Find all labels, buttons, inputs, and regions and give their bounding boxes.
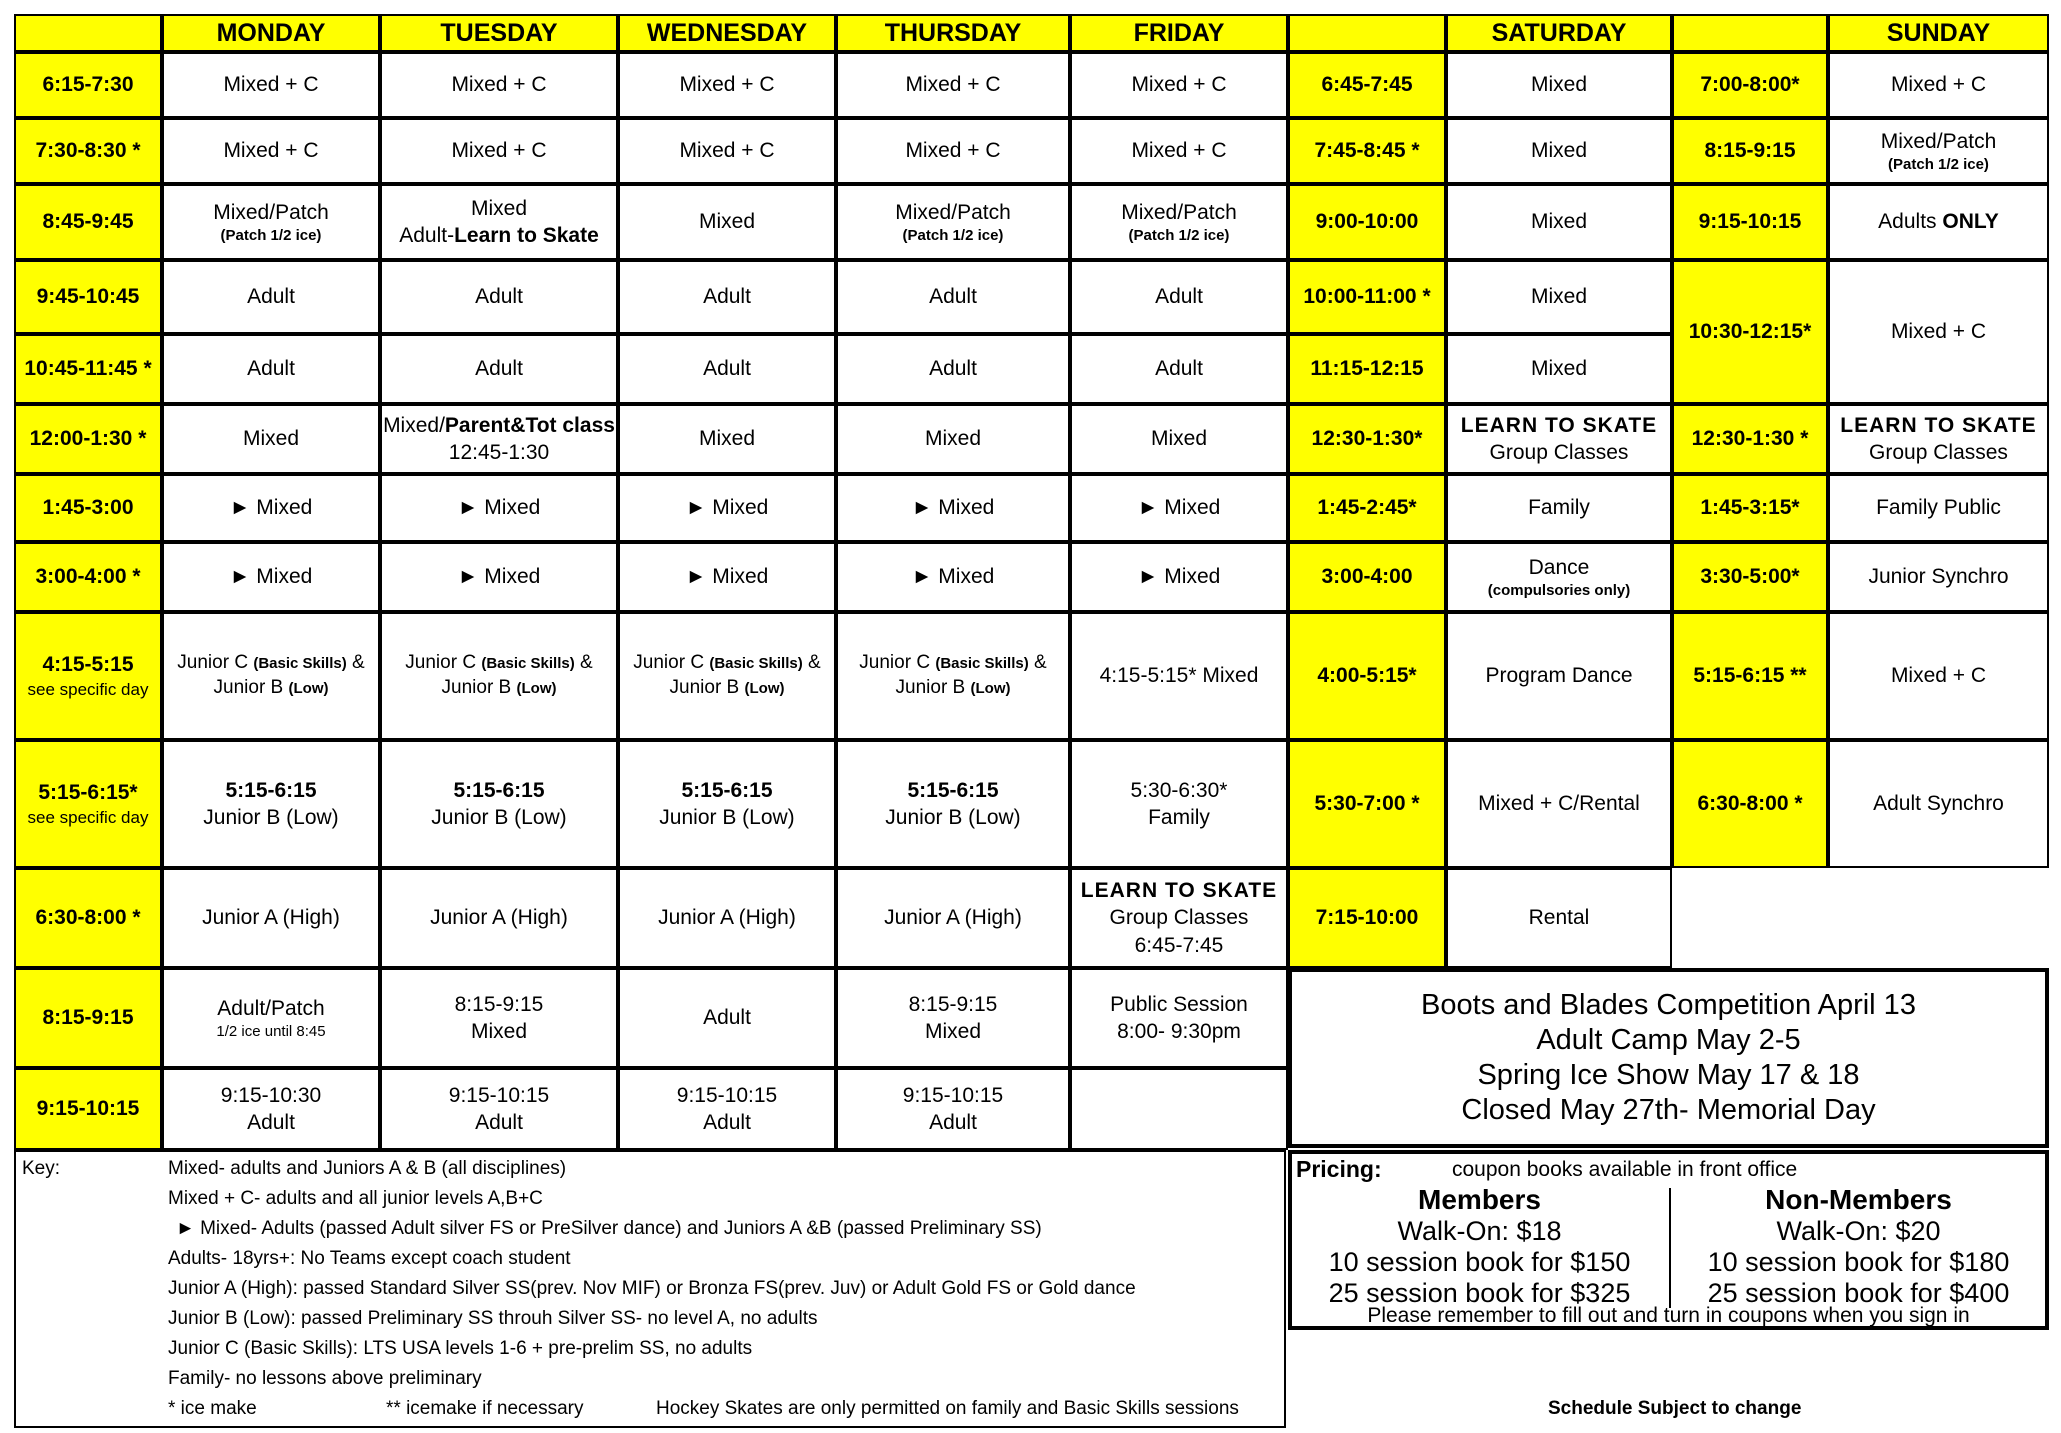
weekday-time: 10:45-11:45 *	[14, 334, 162, 404]
session-cell	[380, 404, 618, 474]
saturday-time: 4:00-5:15*	[1288, 612, 1446, 740]
day-header-saturday: SATURDAY	[1446, 14, 1672, 52]
announcement: Closed May 27th- Memorial Day	[1461, 1093, 1876, 1126]
session-cell: Adult	[380, 334, 618, 404]
session-cell	[836, 740, 1070, 868]
sunday-time: 6:30-8:00 *	[1672, 740, 1828, 868]
cell-time: 5:15-6:15	[225, 778, 317, 802]
session-cell: Mixed + C	[836, 118, 1070, 184]
sunday-time: 12:30-1:30 *	[1672, 404, 1828, 474]
session-cell: ► Mixed	[1070, 542, 1288, 612]
key-line: Junior A (High): passed Standard Silver SS(prev. Nov MIF) or Bronza FS(prev. Juv) or Adult Gold FS or Gold dance	[168, 1278, 1136, 1299]
session-cell: Mixed	[1446, 184, 1672, 260]
session-cell: Mixed	[162, 404, 380, 474]
session-cell: Mixed + C	[1070, 52, 1288, 118]
cell-line: LEARN TO SKATE	[1080, 879, 1278, 903]
coupon-note: coupon books available in front office	[1452, 1158, 1798, 1181]
cell-note: (Patch 1/2 ice)	[1128, 226, 1230, 244]
cell-line: LEARN TO SKATE	[1460, 413, 1658, 437]
cell-note: (Patch 1/2 ice)	[1888, 155, 1989, 173]
session-cell: Adult	[836, 260, 1070, 334]
weekday-time: 8:15-9:15	[14, 968, 162, 1068]
day-header-sunday: SUNDAY	[1828, 14, 2049, 52]
non-members-25-book: 25 session book for $400	[1707, 1278, 2010, 1309]
session-cell	[380, 184, 618, 260]
session-cell	[162, 740, 380, 868]
session-cell	[1070, 740, 1288, 868]
session-cell	[836, 184, 1070, 260]
cell-line: Junior B (Low)	[431, 806, 567, 829]
cell-line: Junior B (Low)	[659, 806, 795, 829]
cell-line: Junior B (Low)	[885, 806, 1021, 829]
session-cell: Mixed + C	[618, 118, 836, 184]
cell-time: 6:45-7:45	[1134, 933, 1224, 957]
sunday-time: 3:30-5:00*	[1672, 542, 1828, 612]
weekday-time: 1:45-3:00	[14, 474, 162, 542]
cell-time: 8:15-9:15	[908, 992, 998, 1016]
session-cell: Adult	[618, 968, 836, 1068]
non-members-title: Non-Members	[1765, 1184, 1952, 1215]
session-cell: Mixed	[618, 404, 836, 474]
key-line: Mixed + C- adults and all junior levels A,B+C	[168, 1188, 543, 1209]
saturday-time: 1:45-2:45*	[1288, 474, 1446, 542]
session-cell: Mixed + C	[380, 52, 618, 118]
session-cell: Mixed	[836, 404, 1070, 474]
weekday-time: 6:30-8:00 *	[14, 868, 162, 968]
see-specific-day: see specific day	[27, 679, 149, 699]
session-cell: Mixed	[1446, 52, 1672, 118]
weekday-time: 8:45-9:45	[14, 184, 162, 260]
cell-note: (Patch 1/2 ice)	[220, 226, 322, 244]
cell-note: 1/2 ice until 8:45	[216, 1022, 326, 1040]
key-ice-make: * ice make	[168, 1398, 257, 1419]
session-cell: Mixed + C	[836, 52, 1070, 118]
session-cell	[836, 968, 1070, 1068]
session-cell: Adult	[162, 334, 380, 404]
cell-time: 5:15-6:15	[681, 778, 773, 802]
session-cell	[1828, 118, 2049, 184]
session-cell	[162, 1068, 380, 1150]
session-cell: Mixed	[1446, 118, 1672, 184]
key-box	[14, 1150, 1286, 1428]
announcement: Spring Ice Show May 17 & 18	[1477, 1059, 1860, 1091]
session-cell: Adult	[162, 260, 380, 334]
saturday-time: 9:00-10:00	[1288, 184, 1446, 260]
cell-line: Mixed/Patch	[895, 200, 1011, 224]
cell-line: Adult	[475, 1111, 523, 1134]
saturday-time: 11:15-12:15	[1288, 334, 1446, 404]
saturday-time: 7:15-10:00	[1288, 868, 1446, 968]
session-cell: Mixed + C	[618, 52, 836, 118]
session-cell: ► Mixed	[380, 474, 618, 542]
cell-line: Mixed	[924, 1020, 982, 1043]
pricing-box	[1288, 1150, 2049, 1330]
day-header-tuesday: TUESDAY	[380, 14, 618, 52]
key-line: ► Mixed- Adults (passed Adult silver FS or PreSilver dance) and Juniors A &B (passed Preliminary SS)	[176, 1218, 1042, 1239]
day-header-thursday: THURSDAY	[836, 14, 1070, 52]
announcements-box	[1288, 968, 2049, 1148]
saturday-time: 7:45-8:45 *	[1288, 118, 1446, 184]
key-line: Adults- 18yrs+: No Teams except coach student	[168, 1248, 571, 1269]
session-cell: ► Mixed	[162, 542, 380, 612]
cell-line: Public Session	[1110, 992, 1248, 1016]
cell-line: Mixed	[470, 1020, 528, 1043]
cell-note: (compulsories only)	[1487, 581, 1631, 599]
cell-line: Junior C (Basic Skills) &	[859, 652, 1047, 674]
schedule-footer: Schedule Subject to change	[1548, 1398, 1802, 1419]
members-column	[1292, 1184, 1667, 1309]
session-cell: Adult	[1070, 260, 1288, 334]
sunday-time: 9:15-10:15	[1672, 184, 1828, 260]
session-cell: Mixed + C	[1828, 52, 2049, 118]
session-cell: Adult	[380, 260, 618, 334]
cell-line: Adult	[247, 1111, 295, 1134]
sunday-time: 10:30-12:15*	[1672, 260, 1828, 404]
announcement: Boots and Blades Competition April 13	[1421, 989, 1916, 1022]
cell-line: Junior B (Low)	[895, 677, 1011, 698]
session-cell	[162, 184, 380, 260]
day-header-friday: FRIDAY	[1070, 14, 1288, 52]
cell-note: (Patch 1/2 ice)	[902, 226, 1004, 244]
weekday-time	[14, 612, 162, 740]
session-cell: Junior A (High)	[380, 868, 618, 968]
weekday-time: 3:00-4:00 *	[14, 542, 162, 612]
session-cell: Family	[1446, 474, 1672, 542]
non-members-10-book: 10 session book for $180	[1707, 1247, 2010, 1278]
cell-line: Junior C (Basic Skills) &	[177, 652, 365, 674]
cell-time: 9:15-10:15	[448, 1083, 550, 1107]
weekday-time: 9:15-10:15	[14, 1068, 162, 1150]
session-cell	[1070, 968, 1288, 1068]
session-cell: ► Mixed	[618, 474, 836, 542]
session-cell: Rental	[1446, 868, 1672, 968]
session-cell: 4:15-5:15* Mixed	[1070, 612, 1288, 740]
key-line: Junior B (Low): passed Preliminary SS throuh Silver SS- no level A, no adults	[168, 1308, 818, 1329]
session-cell	[1828, 404, 2049, 474]
session-cell: Mixed	[618, 184, 836, 260]
corner-blank	[14, 14, 162, 52]
sunday-time: 1:45-3:15*	[1672, 474, 1828, 542]
weekday-time: 7:30-8:30 *	[14, 118, 162, 184]
saturday-time: 3:00-4:00	[1288, 542, 1446, 612]
time-label: 4:15-5:15	[42, 653, 134, 677]
session-cell: Adult	[836, 334, 1070, 404]
cell-time: 8:15-9:15	[454, 992, 544, 1016]
cell-line: Adult	[929, 1111, 977, 1134]
key-label: Key:	[22, 1158, 61, 1179]
session-cell	[162, 968, 380, 1068]
cell-line: Mixed/Parent&Tot class	[383, 413, 615, 437]
weekday-time: 12:00-1:30 *	[14, 404, 162, 474]
session-cell: Junior Synchro	[1828, 542, 2049, 612]
session-cell: ► Mixed	[618, 542, 836, 612]
cell-time: 9:15-10:30	[220, 1083, 322, 1107]
key-icemake-if-necessary: ** icemake if necessary	[386, 1398, 584, 1419]
session-cell: Mixed + C	[380, 118, 618, 184]
key-hockey-note: Hockey Skates are only permitted on family and Basic Skills sessions	[656, 1398, 1239, 1419]
session-cell: Mixed + C	[1828, 612, 2049, 740]
session-cell: Adult	[618, 334, 836, 404]
session-cell	[618, 1068, 836, 1150]
cell-time: 5:15-6:15	[453, 778, 545, 802]
weekday-time: 9:45-10:45	[14, 260, 162, 334]
pricing-label: Pricing:	[1296, 1156, 1382, 1182]
saturday-time-header	[1288, 14, 1446, 52]
session-cell: Adult	[618, 260, 836, 334]
cell-line: Adult	[703, 1111, 751, 1134]
session-cell	[618, 740, 836, 868]
session-cell: Junior A (High)	[836, 868, 1070, 968]
saturday-time: 10:00-11:00 *	[1288, 260, 1446, 334]
day-header-monday: MONDAY	[162, 14, 380, 52]
session-cell: Junior A (High)	[162, 868, 380, 968]
cell-time: 8:00- 9:30pm	[1117, 1020, 1241, 1043]
session-cell	[380, 612, 618, 740]
cell-time: 5:30-6:30*	[1130, 778, 1228, 802]
session-cell: ► Mixed	[1070, 474, 1288, 542]
cell-line: Junior B (Low)	[441, 677, 557, 698]
cell-line: Mixed/Patch	[213, 200, 329, 224]
cell-time: 5:15-6:15	[907, 778, 999, 802]
session-cell: Family Public	[1828, 474, 2049, 542]
session-cell: Junior A (High)	[618, 868, 836, 968]
session-cell: Mixed + C	[1070, 118, 1288, 184]
cell-line: Adult/Patch	[217, 996, 325, 1020]
see-specific-day: see specific day	[27, 807, 149, 827]
sunday-time-header	[1672, 14, 1828, 52]
cell-line: Mixed/Patch	[1880, 129, 1997, 153]
non-members-column	[1671, 1184, 2046, 1309]
session-cell	[836, 612, 1070, 740]
cell-time: 9:15-10:15	[676, 1083, 778, 1107]
day-header-wednesday: WEDNESDAY	[618, 14, 836, 52]
session-cell	[618, 612, 836, 740]
saturday-time: 6:45-7:45	[1288, 52, 1446, 118]
session-cell	[836, 1068, 1070, 1150]
cell-line: Group Classes	[1489, 441, 1629, 464]
cell-line: Family	[1148, 806, 1210, 829]
session-cell: Mixed	[1070, 404, 1288, 474]
session-cell: ► Mixed	[380, 542, 618, 612]
saturday-time: 12:30-1:30*	[1288, 404, 1446, 474]
announcement: Adult Camp May 2-5	[1536, 1024, 1801, 1057]
cell-line: Junior B (Low)	[669, 677, 785, 698]
coupon-reminder: Please remember to fill out and turn in coupons when you sign in	[1367, 1304, 1970, 1327]
sunday-time: 7:00-8:00*	[1672, 52, 1828, 118]
weekday-time	[14, 740, 162, 868]
key-line: Family- no lessons above preliminary	[168, 1368, 482, 1389]
session-cell: Mixed + C	[1828, 260, 2049, 404]
cell-line: Junior C (Basic Skills) &	[633, 652, 821, 674]
cell-time: 12:45-1:30	[448, 441, 550, 464]
sunday-time: 8:15-9:15	[1672, 118, 1828, 184]
cell-line: Junior C (Basic Skills) &	[405, 652, 593, 674]
session-cell	[1070, 184, 1288, 260]
time-label: 5:15-6:15*	[38, 781, 138, 805]
session-cell: Program Dance	[1446, 612, 1672, 740]
cell-line: Junior B (Low)	[203, 806, 339, 829]
cell-line: Mixed	[470, 196, 528, 220]
session-cell: Mixed + C	[162, 52, 380, 118]
cell-line: Junior B (Low)	[213, 677, 329, 698]
cell-line: Mixed/Patch	[1121, 200, 1237, 224]
session-cell	[1828, 184, 2049, 260]
cell-line: LEARN TO SKATE	[1840, 413, 2037, 437]
cell-line: Dance	[1528, 555, 1590, 579]
session-cell	[380, 740, 618, 868]
session-cell	[1070, 868, 1288, 968]
session-cell: Mixed	[1446, 334, 1672, 404]
key-line: Mixed- adults and Juniors A & B (all disciplines)	[168, 1158, 567, 1179]
session-cell: ► Mixed	[836, 542, 1070, 612]
sunday-time: 5:15-6:15 **	[1672, 612, 1828, 740]
non-members-walk-on: Walk-On: $20	[1776, 1216, 1941, 1247]
session-cell: ► Mixed	[162, 474, 380, 542]
cell-line: Adult-Learn to Skate	[399, 224, 599, 247]
saturday-time: 5:30-7:00 *	[1288, 740, 1446, 868]
cell-line: Adults ONLY	[1878, 210, 1999, 234]
members-25-book: 25 session book for $325	[1328, 1278, 1631, 1309]
session-cell: Adult	[1070, 334, 1288, 404]
cell-time: 9:15-10:15	[902, 1083, 1004, 1107]
session-cell-empty	[1070, 1068, 1288, 1150]
session-cell	[162, 612, 380, 740]
session-cell: Mixed + C/Rental	[1446, 740, 1672, 868]
session-cell: ► Mixed	[836, 474, 1070, 542]
session-cell: Adult Synchro	[1828, 740, 2049, 868]
session-cell	[380, 1068, 618, 1150]
weekday-time: 6:15-7:30	[14, 52, 162, 118]
session-cell: Mixed + C	[162, 118, 380, 184]
key-line: Junior C (Basic Skills): LTS USA levels 1-6 + pre-prelim SS, no adults	[168, 1338, 753, 1359]
session-cell	[1446, 404, 1672, 474]
members-10-book: 10 session book for $150	[1328, 1247, 1631, 1278]
cell-line: Group Classes	[1869, 441, 2008, 464]
cell-line: Group Classes	[1109, 906, 1249, 930]
session-cell	[380, 968, 618, 1068]
session-cell	[1446, 542, 1672, 612]
members-title: Members	[1418, 1184, 1541, 1215]
members-walk-on: Walk-On: $18	[1397, 1216, 1562, 1247]
session-cell: Mixed	[1446, 260, 1672, 334]
